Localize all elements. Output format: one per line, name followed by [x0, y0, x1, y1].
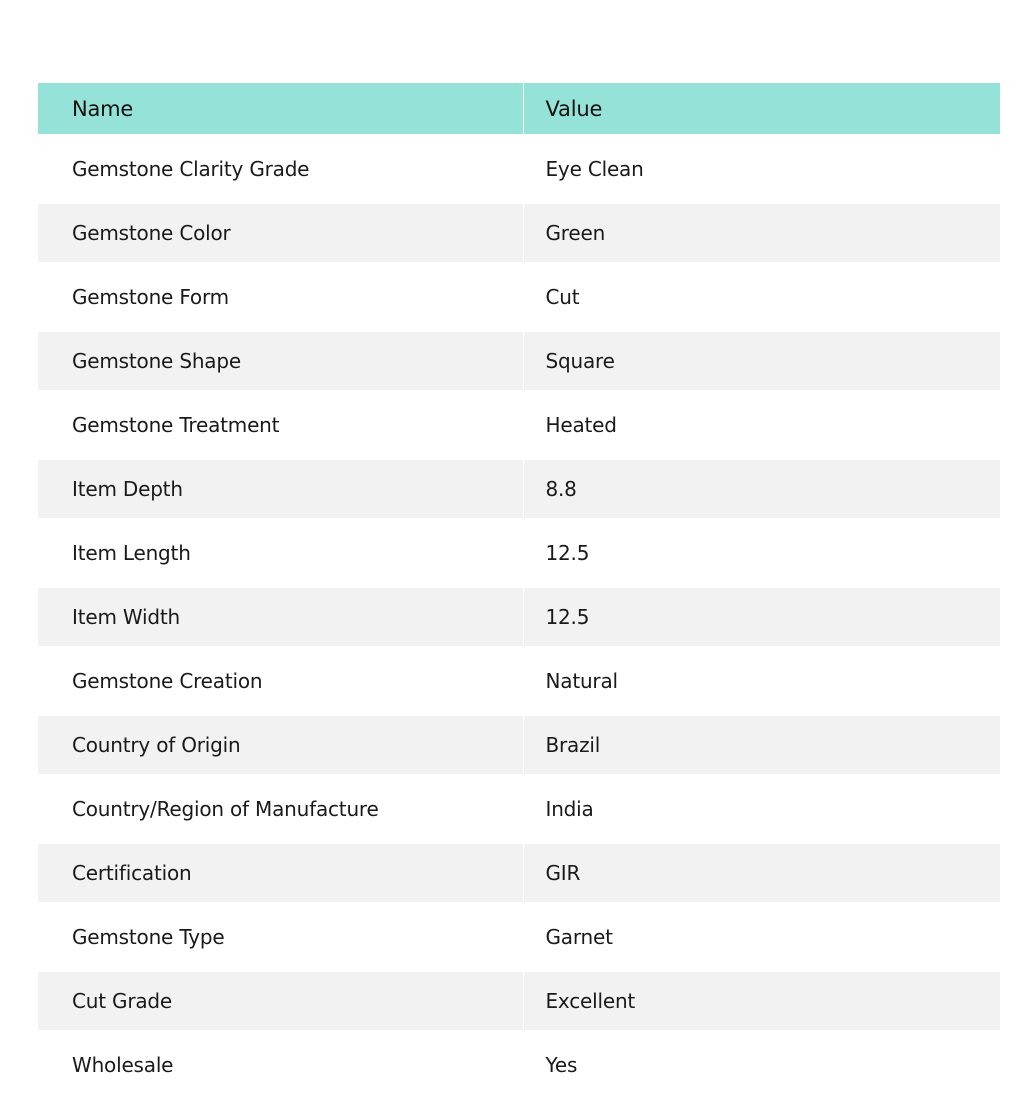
row-name-cell: Item Width [38, 585, 523, 649]
table-row [38, 265, 1000, 329]
table-row [38, 841, 1000, 905]
row-value-cell: Yes [523, 1033, 1000, 1094]
row-name-cell: Country/Region of Manufacture [38, 777, 523, 841]
row-name-cell: Gemstone Form [38, 265, 523, 329]
row-value-cell: Garnet [523, 905, 1000, 969]
row-value-cell: Natural [523, 649, 1000, 713]
row-value-cell: India [523, 777, 1000, 841]
table-row [38, 713, 1000, 777]
row-name-cell: Country of Origin [38, 713, 523, 777]
row-name-cell: Gemstone Creation [38, 649, 523, 713]
table-row [38, 585, 1000, 649]
row-name-cell: Item Length [38, 521, 523, 585]
row-name-cell: Wholesale [38, 1033, 523, 1094]
value-column-header: Value [523, 83, 1000, 137]
table-row [38, 521, 1000, 585]
row-name-cell: Gemstone Type [38, 905, 523, 969]
table-row [38, 201, 1000, 265]
table-row [38, 329, 1000, 393]
table-row [38, 777, 1000, 841]
table-row [38, 649, 1000, 713]
table-body [38, 137, 1000, 1094]
header-row [38, 83, 1000, 137]
row-name-cell: Gemstone Color [38, 201, 523, 265]
row-name-cell: Gemstone Treatment [38, 393, 523, 457]
row-value-cell: Heated [523, 393, 1000, 457]
table-row [38, 457, 1000, 521]
table-header [38, 83, 1000, 137]
table-row [38, 969, 1000, 1033]
table-row [38, 393, 1000, 457]
row-name-cell: Item Depth [38, 457, 523, 521]
table-row [38, 1033, 1000, 1094]
row-value-cell: Green [523, 201, 1000, 265]
row-value-cell: Square [523, 329, 1000, 393]
row-name-cell: Gemstone Clarity Grade [38, 137, 523, 201]
item-specifics-table [38, 83, 1000, 1094]
row-value-cell: GIR [523, 841, 1000, 905]
row-value-cell: Cut [523, 265, 1000, 329]
row-value-cell: 8.8 [523, 457, 1000, 521]
row-name-cell: Certification [38, 841, 523, 905]
row-value-cell: Eye Clean [523, 137, 1000, 201]
row-value-cell: 12.5 [523, 585, 1000, 649]
row-name-cell: Gemstone Shape [38, 329, 523, 393]
table-row [38, 905, 1000, 969]
row-value-cell: Brazil [523, 713, 1000, 777]
row-value-cell: Excellent [523, 969, 1000, 1033]
table-row [38, 137, 1000, 201]
row-name-cell: Cut Grade [38, 969, 523, 1033]
name-column-header: Name [38, 83, 523, 137]
row-value-cell: 12.5 [523, 521, 1000, 585]
